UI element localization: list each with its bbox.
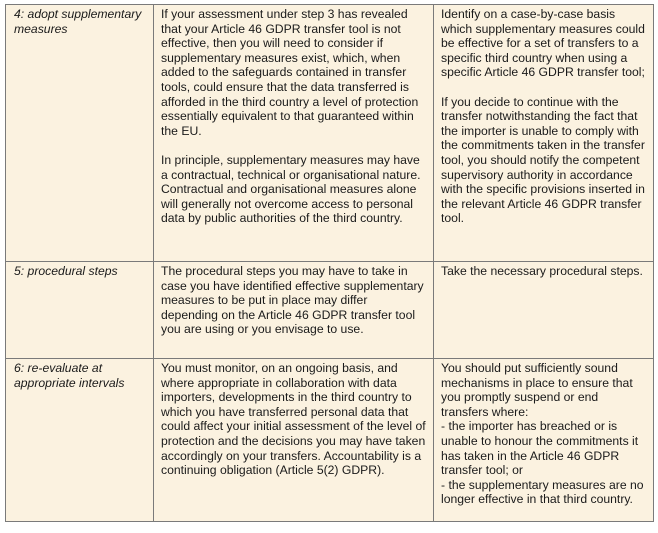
action-paragraph: Identify on a case-by-case basis which supplementary measures could be effective for a set of transfers to a specific third country when using a specific Article 46 GDPR transfer tool; xyxy=(441,7,645,80)
action-cell xyxy=(434,5,654,262)
table-row xyxy=(6,262,654,359)
table-row xyxy=(6,5,654,262)
obligation-cell xyxy=(154,359,434,522)
table-row xyxy=(6,359,654,522)
obligation-paragraph: If your assessment under step 3 has revealed that your Article 46 GDPR transfer tool is not effective, then you will need to consider if supplementary measures exist, which, when added to the safeguards contained in transfer tools, could ensure that the data transferred is afforded in the third country a level of protection essentially equivalent to that guaranteed within the EU. xyxy=(161,7,419,138)
obligation-cell xyxy=(154,262,434,359)
obligation-cell xyxy=(154,5,434,262)
step-cell: 5: procedural steps xyxy=(6,262,154,359)
step-cell: 6: re-evaluate at appropriate intervals xyxy=(6,359,154,522)
action-cell xyxy=(434,262,654,359)
action-paragraph: Take the necessary procedural steps. xyxy=(441,264,643,278)
steps-table xyxy=(5,4,654,522)
obligation-paragraph: The procedural steps you may have to take in case you have identified effective supplementary measures to be put in place may differ depending on the Article 46 GDPR transfer tool you are using or you envisage to use. xyxy=(161,264,424,337)
step-cell: 4: adopt supplementary measures xyxy=(6,5,154,262)
obligation-paragraph: You must monitor, on an ongoing basis, and where appropriate in collaboration with data importers, developments in the third country to which you have transferred personal data that could affect your initial assessment of the level of protection and the decisions you may have taken accordingly on your transfers. Accountability is a continuing obligation (Article 5(2) GDPR). xyxy=(161,361,426,478)
obligation-paragraph: In principle, supplementary measures may have a contractual, technical or organisational nature. Contractual and organisational measures alone will generally not overcome access to personal data by public authorities of the third country. xyxy=(161,152,421,226)
action-paragraph: You should put sufficiently sound mechanisms in place to ensure that you promptly suspend or end transfers where: - the importer has breached or is unable to honour the commitments it has taken in the Article 46 GDPR transfer tool; or - the supplementary measures are no longer effective in that third country. xyxy=(441,361,644,507)
action-paragraph: If you decide to continue with the transfer notwithstanding the fact that the importer is unable to comply with the commitments taken in the transfer tool, you should notify the competent supervisory authority in accordance with the specific provisions inserted in the relevant Article 46 GDPR transfer tool. xyxy=(441,94,645,226)
action-cell xyxy=(434,359,654,522)
